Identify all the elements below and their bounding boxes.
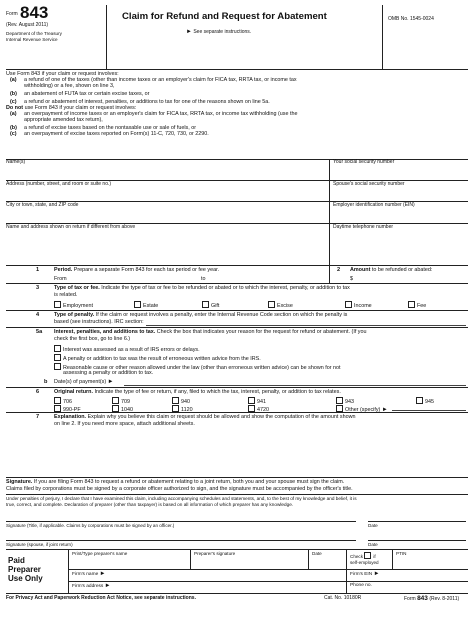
- ptin-field[interactable]: [396, 558, 466, 568]
- preparer-name-label: Print/Type preparer's name: [72, 551, 128, 556]
- use-c-text: a refund or abatement of interest, penalties, or additions to tax for one of the reasons shown on line 5a.: [24, 98, 270, 105]
- spouse-ssn-field[interactable]: [332, 189, 466, 201]
- firm-address-text: Firm's address: [72, 584, 104, 589]
- line7-label-bold: Explanation.: [54, 414, 87, 420]
- line4-label-text: If the claim or request involves a penalty, enter the Internal Revenue Code section on which the penalty is: [95, 312, 348, 318]
- ein-label: Employer identification number (EIN): [333, 202, 415, 208]
- ein-field[interactable]: [332, 210, 466, 222]
- use-b-text: an abatement of FUTA tax or certain excise taxes, or: [24, 91, 150, 98]
- if-text: if: [373, 554, 376, 559]
- line1-label-bold: Period.: [54, 267, 73, 273]
- name-address-return-field[interactable]: [7, 232, 327, 264]
- employment-checkbox[interactable]: [54, 301, 61, 308]
- line3-label-bold: Type of tax or fee.: [54, 285, 100, 291]
- footer-form-number: 843: [417, 595, 428, 602]
- line1-number: 1: [36, 267, 40, 273]
- line1-from-label: From: [54, 276, 67, 282]
- spouse-date-field[interactable]: [368, 531, 466, 541]
- no-b-text: a refund of excise taxes based on the nontaxable use or sale of fuels, or: [24, 125, 197, 132]
- firm-address-field[interactable]: [114, 582, 338, 590]
- check-text: Check: [350, 554, 364, 559]
- address-label: Address (number, street, and room or suite no.): [6, 181, 112, 187]
- spouse-ssn-label: Spouse's social security number: [333, 181, 405, 187]
- phone-field[interactable]: [378, 582, 466, 590]
- return-706[interactable]: [54, 397, 72, 405]
- irs-errors-checkbox[interactable]: [54, 345, 61, 352]
- return-4720-label: 4720: [257, 407, 269, 413]
- use-c-letter: (c): [10, 98, 17, 105]
- gift-checkbox[interactable]: [202, 301, 209, 308]
- preparer-text: Preparer: [8, 565, 41, 575]
- paid-text: Paid: [8, 556, 25, 565]
- employment-label: Employment: [63, 303, 93, 309]
- omb-number: OMB No. 1545-0024: [388, 16, 434, 22]
- taxpayer-date-field[interactable]: [368, 512, 466, 522]
- return-941[interactable]: [248, 397, 266, 405]
- spouse-signature-field[interactable]: [6, 531, 356, 541]
- line5a-label-cont: check the first box, go to line 6.): [54, 336, 131, 342]
- irs-name: Internal Revenue Service: [6, 37, 58, 42]
- use-a-text-cont: withholding) or a fee, shown on line 3,: [24, 83, 115, 90]
- line6-label-text: Indicate the type of fee or return, if any, filed to which the tax, interest, penalty, or addition to tax relates.: [94, 389, 341, 395]
- line6-label-bold: Original return.: [54, 389, 93, 395]
- name-address-return-label: Name and address shown on return if different from above: [6, 224, 136, 230]
- paid-preparer-heading: [8, 556, 43, 584]
- firm-ein-text: Firm's EIN: [350, 572, 373, 577]
- revision-date: (Rev. August 2011): [6, 22, 49, 28]
- perjury-statement-cont: true, correct, and complete. Declaration of preparer (other than taxpayer) is based on all information of which preparer has any knowledge.: [6, 502, 294, 507]
- city-label: City or town, state, and ZIP code: [6, 202, 79, 208]
- line3-label-cont: is related.: [54, 292, 78, 298]
- return-940-label: 940: [181, 399, 190, 405]
- signature-lead-cont: Claims filed by corporations must be signed by a corporate officer authorized to sign, and the signature must be accompanied by the officer's title.: [6, 486, 353, 492]
- ssn-label: Your social security number: [333, 159, 395, 165]
- do-not-text: use Form 843 if your claim or request involves:: [24, 105, 137, 112]
- preparer-signature-field[interactable]: [194, 558, 306, 568]
- intro-instructions: [6, 71, 468, 138]
- line4-number: 4: [36, 312, 40, 318]
- other-return-field[interactable]: [392, 410, 466, 411]
- estate-checkbox[interactable]: [134, 301, 141, 308]
- city-field[interactable]: [7, 210, 327, 222]
- irc-section-field[interactable]: [146, 325, 466, 326]
- triangle-icon: ►: [104, 583, 111, 589]
- return-943-checkbox[interactable]: [336, 397, 343, 404]
- preparer-date-field[interactable]: [312, 558, 344, 568]
- line1-label: [54, 267, 219, 273]
- return-709-checkbox[interactable]: [112, 397, 119, 404]
- footer-form-word: Form: [404, 596, 416, 602]
- gift-label: Gift: [211, 303, 220, 309]
- use-b-letter: (b): [10, 91, 17, 98]
- return-other-label: Other (specify): [345, 407, 381, 413]
- line5b-letter: b: [44, 379, 48, 385]
- preparer-name-field[interactable]: [72, 558, 188, 568]
- line2-label-bold: Amount: [350, 267, 371, 273]
- ssn-field[interactable]: [332, 167, 466, 179]
- daytime-phone-field[interactable]: [332, 232, 466, 244]
- firm-ein-label: [350, 571, 380, 578]
- firm-address-label: [72, 583, 111, 590]
- line7-label: [54, 414, 466, 420]
- address-field[interactable]: [7, 189, 327, 201]
- return-709[interactable]: [112, 397, 130, 405]
- footer-notice: For Privacy Act and Paperwork Reduction Act Notice, see separate instructions.: [6, 595, 196, 601]
- line1-to-label: to: [201, 276, 206, 282]
- tax-type-employment[interactable]: [54, 301, 93, 309]
- return-945-checkbox[interactable]: [416, 397, 423, 404]
- signature-title-label: Signature (Title, if applicable. Claims by corporations must be signed by an officer.): [6, 523, 175, 528]
- line3-label-text: Indicate the type of tax or fee to be refunded or abated or to which the interest, penalty, or addition to tax: [101, 285, 350, 291]
- line5b-label: [54, 379, 114, 386]
- use-a-text: a refund of one of the taxes (other than income taxes or an employer's claim for FICA tax, RRTA tax, or income tax: [24, 77, 297, 84]
- firm-name-text: Firm's name: [72, 572, 99, 577]
- triangle-icon: ►: [186, 29, 192, 35]
- return-990pf-checkbox[interactable]: [54, 405, 61, 412]
- tax-type-fee[interactable]: [408, 301, 426, 309]
- line4-label-bold: Type of penalty.: [54, 312, 95, 318]
- firm-name-label: [72, 571, 106, 578]
- return-1120-checkbox[interactable]: [172, 405, 179, 412]
- dollar-sign: $: [350, 276, 353, 282]
- return-940[interactable]: [172, 397, 190, 405]
- signature-lead-text: If you are filing Form 843 to request a refund or abatement relating to a joint return, both you and your spouse must sign the claim.: [33, 479, 345, 485]
- reasonable-cause-checkbox[interactable]: [54, 363, 61, 370]
- no-b-letter: (b): [10, 125, 17, 132]
- return-943[interactable]: [336, 397, 354, 405]
- line5a-number: 5a: [36, 329, 43, 335]
- form-number: 843: [20, 3, 49, 22]
- triangle-icon: ►: [373, 571, 380, 577]
- ptin-label: PTIN: [396, 551, 407, 556]
- line1-label-text: Prepare a separate Form 843 for each tax period or fee year.: [73, 267, 220, 273]
- excise-checkbox[interactable]: [268, 301, 275, 308]
- return-709-label: 709: [121, 399, 130, 405]
- return-990pf-label: 990-PF: [63, 407, 81, 413]
- phone-label: Phone no.: [350, 583, 372, 588]
- line3-label: [54, 285, 466, 291]
- irs-errors-label: Interest was assessed as a result of IRS errors or delays.: [63, 347, 200, 353]
- line5a-label-bold: Interest, penalties, and additions to tax.: [54, 329, 156, 335]
- tax-type-income[interactable]: [345, 301, 372, 309]
- fee-label: Fee: [417, 303, 427, 309]
- reason-written-advice[interactable]: [54, 354, 261, 362]
- perjury-statement: Under penalties of perjury, I declare that I have examined this claim, including accompanying schedules and statements, and, to the best of my knowledge and belief, it is: [6, 496, 357, 501]
- tax-type-estate[interactable]: [134, 301, 158, 309]
- fee-checkbox[interactable]: [408, 301, 415, 308]
- form-title: Claim for Refund and Request for Abatement: [122, 11, 327, 22]
- written-advice-checkbox[interactable]: [54, 354, 61, 361]
- line3-number: 3: [36, 285, 40, 291]
- return-706-label: 706: [63, 399, 72, 405]
- use-if-line: Use Form 843 if your claim or request involves:: [6, 71, 119, 77]
- line6-label: [54, 389, 466, 395]
- tax-type-gift[interactable]: [202, 301, 219, 309]
- return-1120-label: 1120: [181, 407, 193, 413]
- names-field[interactable]: [7, 167, 327, 179]
- triangle-icon: ►: [107, 379, 114, 385]
- no-a-text-cont: appropriate amended tax return),: [24, 117, 103, 124]
- explanation-field[interactable]: [54, 429, 466, 477]
- return-706-checkbox[interactable]: [54, 397, 61, 404]
- line4-label: [54, 312, 466, 318]
- payment-dates-label: Date(s) of payment(s): [54, 379, 107, 385]
- reasonable-cause-label: Reasonable cause or other reason allowed under the law (other than erroneous written advice) can be shown for not: [63, 365, 341, 371]
- written-advice-label: A penalty or addition to tax was the result of erroneous written advice from the IRS.: [63, 356, 261, 362]
- return-other-checkbox[interactable]: [336, 405, 343, 412]
- instructions-text: See separate instructions.: [193, 29, 252, 35]
- self-employed-label: self-employed: [350, 560, 379, 565]
- line2-label-text: to be refunded or abated:: [371, 267, 433, 273]
- tax-type-excise[interactable]: [268, 301, 293, 309]
- use-only-text: Use Only: [8, 574, 43, 584]
- form-843: [6, 5, 468, 608]
- period-to-field[interactable]: [212, 275, 322, 282]
- line6-number: 6: [36, 389, 40, 395]
- return-4720-checkbox[interactable]: [248, 405, 255, 412]
- no-a-text: an overpayment of income taxes or an employer's claim for FICA tax, RRTA tax, or income tax withholding (use the: [24, 111, 298, 118]
- reason-irs-errors[interactable]: [54, 345, 200, 353]
- line4-label-cont: based (see instructions). IRC section:: [54, 319, 144, 325]
- estate-label: Estate: [143, 303, 159, 309]
- footer-revision: (Rev. 8-2011): [429, 596, 460, 602]
- taxpayer-signature-field[interactable]: [6, 512, 356, 522]
- line5a-label: [54, 329, 466, 335]
- preparer-signature-label: Preparer's signature: [194, 551, 236, 556]
- no-a-letter: (a): [10, 111, 17, 118]
- line2-label: [350, 267, 432, 273]
- return-1040-checkbox[interactable]: [112, 405, 119, 412]
- return-940-checkbox[interactable]: [172, 397, 179, 404]
- no-c-letter: (c): [10, 131, 17, 138]
- use-a-letter: (a): [10, 77, 17, 84]
- instructions-note: [186, 29, 251, 36]
- do-not-bold: Do not: [6, 105, 24, 112]
- return-941-checkbox[interactable]: [248, 397, 255, 404]
- date-label-1: Date: [368, 523, 378, 528]
- line7-number: 7: [36, 414, 40, 420]
- department: Department of the Treasury: [6, 31, 62, 36]
- catalog-number: Cat. No. 10180R: [324, 595, 362, 601]
- period-from-field[interactable]: [72, 275, 192, 282]
- footer-form-id: [404, 595, 459, 603]
- reasonable-cause-label-cont: assessing a penalty or addition to tax.: [63, 370, 154, 376]
- triangle-icon: ►: [99, 571, 106, 577]
- income-checkbox[interactable]: [345, 301, 352, 308]
- daytime-phone-label: Daytime telephone number: [333, 224, 394, 230]
- firm-ein-field[interactable]: [382, 570, 466, 578]
- return-945-label: 945: [425, 399, 434, 405]
- return-945[interactable]: [416, 397, 434, 405]
- triangle-icon: ►: [381, 407, 388, 413]
- payment-dates-field[interactable]: [124, 385, 466, 386]
- form-id-block: [6, 5, 107, 69]
- line7-label-cont: on line 2. If you need more space, attach additional sheets.: [54, 421, 195, 427]
- spouse-signature-label: Signature (spouse, if joint return): [6, 542, 73, 547]
- self-employed-checkbox[interactable]: [364, 552, 371, 559]
- return-943-label: 943: [345, 399, 354, 405]
- names-label: Name(s): [6, 159, 26, 165]
- return-941-label: 941: [257, 399, 266, 405]
- self-employed-check[interactable]: [350, 552, 376, 559]
- no-c-text: an overpayment of excise taxes reported on Form(s) 11-C, 720, 730, or 2290.: [24, 131, 209, 138]
- date-label-2: Date: [368, 542, 378, 547]
- income-label: Income: [354, 303, 372, 309]
- preparer-date-label: Date: [312, 551, 322, 556]
- signature-instructions: [6, 479, 468, 485]
- line2-number: 2: [337, 267, 341, 273]
- firm-name-field[interactable]: [108, 570, 338, 578]
- line7-label-text: Explain why you believe this claim or request should be allowed and show the computation of the amount shown: [87, 414, 356, 420]
- line5a-label-text: Check the box that indicates your reason for the request for refund or abatement. (If you: [156, 329, 367, 335]
- amount-field[interactable]: [356, 275, 464, 282]
- signature-lead-bold: Signature.: [6, 479, 33, 485]
- form-word: Form: [6, 11, 18, 17]
- excise-label: Excise: [277, 303, 293, 309]
- return-1040-label: 1040: [121, 407, 133, 413]
